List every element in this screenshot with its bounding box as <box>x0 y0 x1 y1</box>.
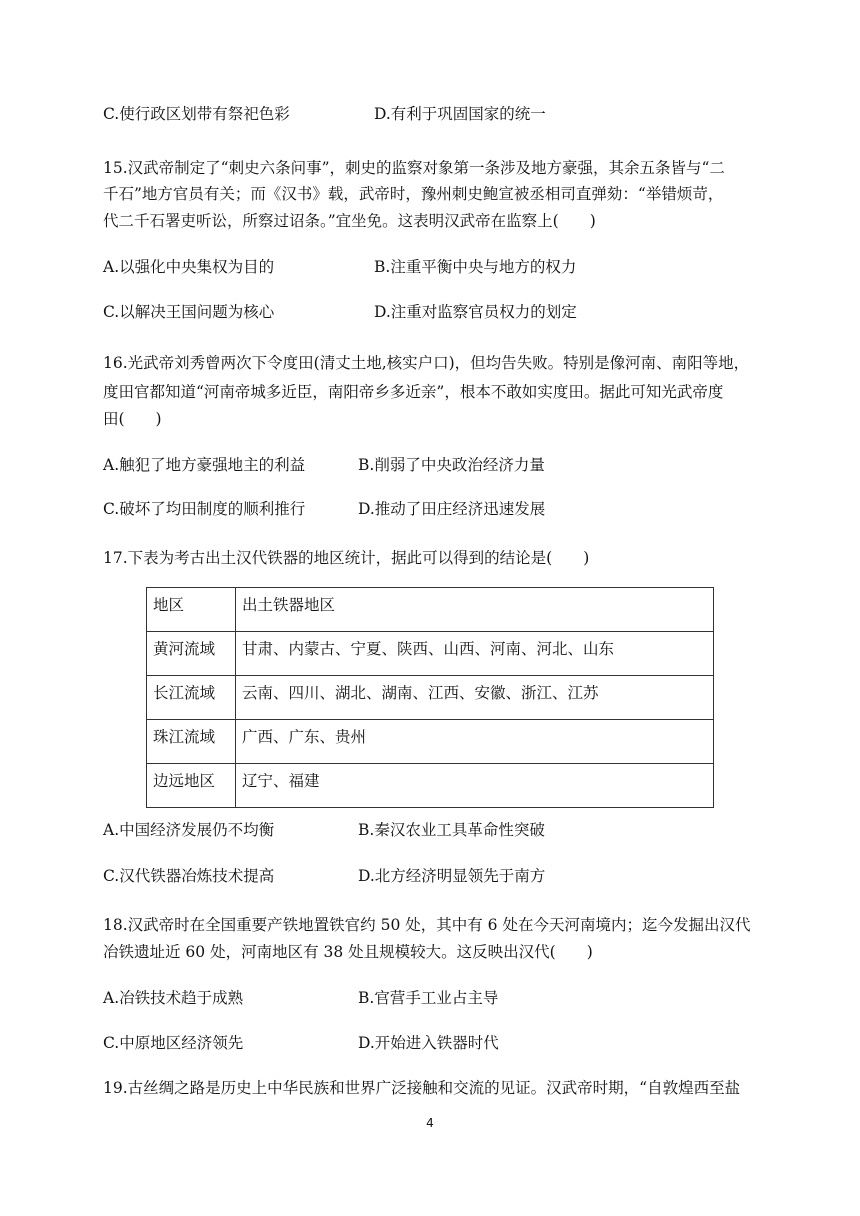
table-row <box>147 720 714 764</box>
table-row <box>147 764 714 808</box>
q18-option-b: B.官营手工业占主导 <box>358 989 499 1007</box>
table-header-cell: 地区 <box>147 588 236 632</box>
iron-artifacts-table <box>146 587 714 808</box>
q15-stem-line: 代二千石署吏听讼，所察过诏条。”宜坐免。这表明汉武帝在监察上( ) <box>103 212 596 230</box>
table-row <box>147 676 714 720</box>
q16-stem-line: 16.光武帝刘秀曾两次下令度田(清丈土地,核实户口)，但均告失败。特别是像河南、南阳等地， <box>103 354 750 372</box>
q15-stem-line: 15.汉武帝制定了“刺史六条问事”，刺史的监察对象第一条涉及地方豪强，其余五条皆与“二 <box>103 159 725 177</box>
q16-stem-line: 度田官都知道“河南帝城多近臣，南阳帝乡多近亲”，根本不敢如实度田。据此可知光武帝度 <box>103 383 724 401</box>
q18-option-a: A.冶铁技术趋于成熟 <box>103 989 244 1007</box>
q15-option-d: D.注重对监察官员权力的划定 <box>374 303 577 321</box>
table-cell: 广西、广东、贵州 <box>236 720 714 764</box>
q18-option-d: D.开始进入铁器时代 <box>358 1034 499 1052</box>
q16-option-d: D.推动了田庄经济迅速发展 <box>358 500 546 518</box>
q17-option-d: D.北方经济明显领先于南方 <box>358 867 546 885</box>
q16-option-c: C.破坏了均田制度的顺利推行 <box>103 500 306 518</box>
q18-stem-line: 18.汉武帝时在全国重要产铁地置铁官约 50 处，其中有 6 处在今天河南境内；迄今发掘出汉代 <box>103 916 751 934</box>
q17-option-b: B.秦汉农业工具革命性突破 <box>358 821 545 839</box>
q16-stem-line: 田( ) <box>103 410 162 428</box>
q19-stem-line: 19.古丝绸之路是历史上中华民族和世界广泛接触和交流的见证。汉武帝时期，“自敦煌西至盐 <box>103 1079 741 1097</box>
q14-option-c: C.使行政区划带有祭祀色彩 <box>103 105 290 123</box>
q18-option-c: C.中原地区经济领先 <box>103 1034 244 1052</box>
q18-stem-line: 冶铁遗址近 60 处，河南地区有 38 处且规模较大。这反映出汉代( ) <box>103 943 593 961</box>
q16-option-b: B.削弱了中央政治经济力量 <box>358 456 545 474</box>
q15-stem-line: 千石”地方官员有关；而《汉书》载，武帝时，豫州刺史鲍宣被丞相司直弹劾：“举错烦苛， <box>103 185 724 203</box>
q17-option-a: A.中国经济发展仍不均衡 <box>103 821 275 839</box>
q15-option-c: C.以解决王国问题为核心 <box>103 303 275 321</box>
q17-stem: 17.下表为考古出土汉代铁器的地区统计，据此可以得到的结论是( ) <box>103 549 590 567</box>
table-cell: 长江流域 <box>147 676 236 720</box>
table-cell: 甘肃、内蒙古、宁夏、陕西、山西、河南、河北、山东 <box>236 632 714 676</box>
q15-option-b: B.注重平衡中央与地方的权力 <box>374 258 577 276</box>
table-cell: 黄河流域 <box>147 632 236 676</box>
table-cell: 云南、四川、湖北、湖南、江西、安徽、浙江、江苏 <box>236 676 714 720</box>
q15-option-a: A.以强化中央集权为目的 <box>103 258 275 276</box>
table-cell: 珠江流域 <box>147 720 236 764</box>
table-header-row <box>147 588 714 632</box>
table-row <box>147 632 714 676</box>
table-header-cell: 出土铁器地区 <box>236 588 714 632</box>
q16-option-a: A.触犯了地方豪强地主的利益 <box>103 456 306 474</box>
table-cell: 辽宁、福建 <box>236 764 714 808</box>
page-number: 4 <box>426 1116 434 1130</box>
q17-option-c: C.汉代铁器冶炼技术提高 <box>103 867 275 885</box>
table-cell: 边远地区 <box>147 764 236 808</box>
q14-option-d: D.有利于巩固国家的统一 <box>374 105 546 123</box>
